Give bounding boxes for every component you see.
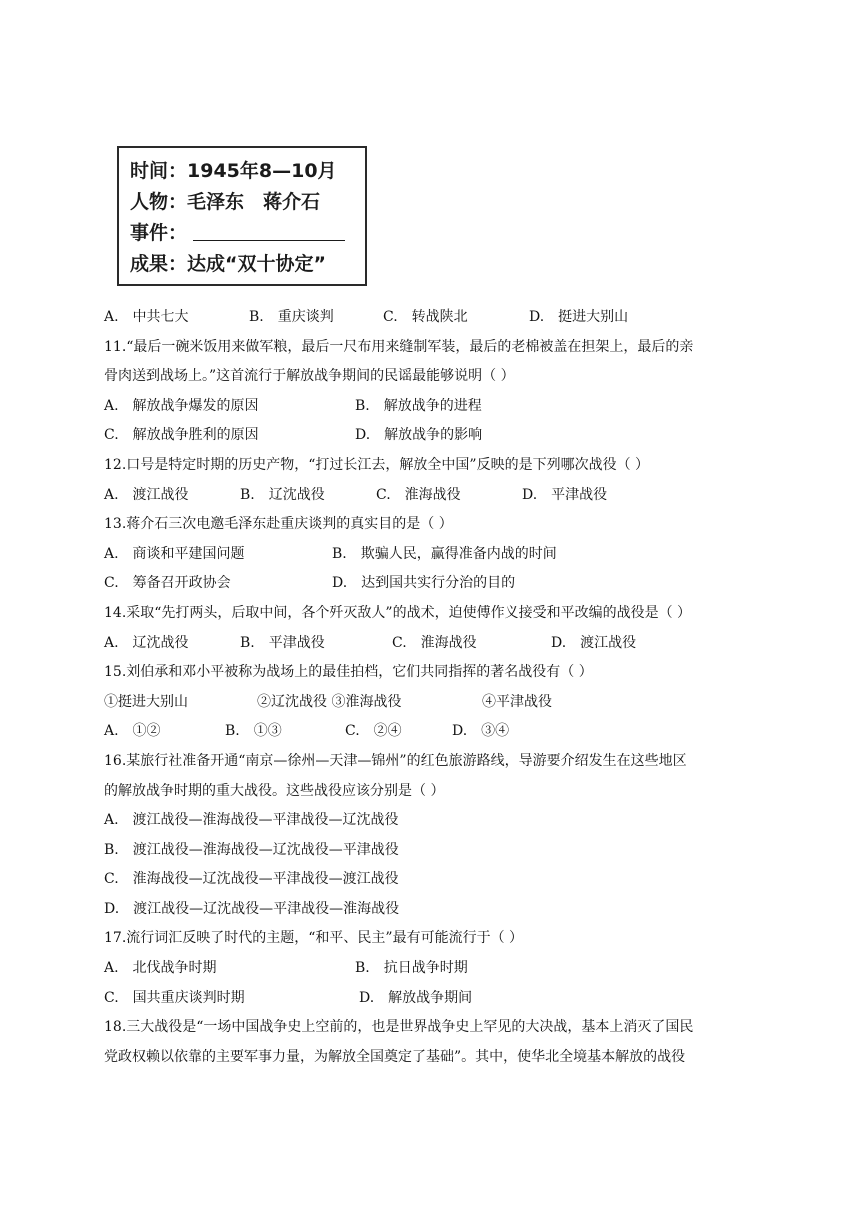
q12-option-a: A. 渡江战役: [104, 486, 189, 503]
q15-option-d: D. ③④: [452, 723, 510, 740]
q16-stem-line2: [104, 777, 764, 807]
q15-stem-text: 15.刘伯承和邓小平被称为战场上的最佳拍档，它们共同指挥的著名战役有（ ）: [104, 664, 593, 681]
q15-items: [104, 688, 764, 718]
q13-option-b: B. 欺骗人民，赢得准备内战的时间: [332, 545, 557, 562]
q12-stem-text: 12.口号是特定时期的历史产物，“打过长江去，解放全中国”反映的是下列哪次战役（ ）: [104, 456, 650, 473]
q17-stem-text: 17.流行词汇反映了时代的主题，“和平、民主”最有可能流行于（ ）: [104, 930, 524, 947]
q10-option-b: B. 重庆谈判: [249, 309, 334, 325]
q11-stem-line1: [104, 333, 764, 363]
q16-stem-text-2: 的解放战争时期的重大战役。这些战役应该分别是（ ）: [104, 782, 445, 799]
q12-option-d: D. 平津战役: [522, 486, 608, 503]
q15-options: [104, 717, 764, 747]
q16-option-d: D. 渡江战役—辽沈战役—平津战役—淮海战役: [104, 900, 400, 917]
q15-item-2-3: ②辽沈战役 ③淮海战役: [257, 693, 402, 710]
q10-option-c: C. 转战陕北: [383, 309, 468, 325]
card-result-value: 达成“双十协定”: [187, 253, 326, 275]
q11-option-c: C. 解放战争胜利的原因: [104, 427, 259, 444]
card-event-blank: [193, 220, 345, 241]
q18-stem-line1: [104, 1013, 764, 1043]
card-people-label: 人物：: [130, 191, 188, 213]
q11-stem-text-2: 骨肉送到战场上。”这首流行于解放战争期间的民谣最能够说明（ ）: [104, 368, 515, 385]
q11-option-a: A. 解放战争爆发的原因: [104, 397, 259, 414]
q10-options: [104, 303, 764, 333]
q12-options: [104, 481, 764, 511]
question-list: [104, 303, 764, 1072]
q16-stem-text-1: 16.某旅行社准备开通“南京—徐州—天津—锦州”的红色旅游路线，导游要介绍发生在这些地区: [104, 752, 687, 769]
q16-option-a-row: [104, 806, 764, 836]
q18-stem-text-1: 18.三大战役是“一场中国战争史上空前的，也是世界战争史上罕见的大决战，基本上消灭了国民: [104, 1019, 694, 1036]
q15-option-a: A. ①②: [104, 723, 161, 740]
q13-options-row2: [104, 569, 764, 599]
card-time-row: [130, 156, 365, 187]
q14-option-b: B. 平津战役: [240, 634, 325, 651]
q10-option-d: D. 挺进大别山: [529, 309, 629, 325]
q13-options-row1: [104, 540, 764, 570]
q12-option-b: B. 辽沈战役: [240, 486, 325, 503]
q13-option-a: A. 商谈和平建国问题: [104, 545, 245, 562]
q11-options-row2: [104, 421, 764, 451]
q14-stem-text: 14.采取“先打两头，后取中间，各个歼灭敌人”的战术，迫使傅作义接受和平改编的战役是（ ）: [104, 604, 692, 621]
card-result-label: 成果：: [130, 253, 188, 275]
card-event-label: 事件：: [130, 222, 188, 244]
q13-option-d: D. 达到国共实行分治的目的: [332, 575, 516, 592]
q15-stem: [104, 658, 764, 688]
q15-item-4: ④平津战役: [482, 693, 552, 710]
q17-option-d: D. 解放战争期间: [359, 989, 473, 1006]
q18-stem-line2: [104, 1043, 764, 1073]
q11-options-row1: [104, 392, 764, 422]
q15-option-b: B. ①③: [225, 723, 282, 740]
q16-option-a: A. 渡江战役—淮海战役—平津战役—辽沈战役: [104, 812, 399, 829]
q10-option-a: A. 中共七大: [104, 309, 189, 325]
q18-stem-text-2: 党政权赖以依靠的主要军事力量，为解放全国奠定了基础”。其中，使华北全境基本解放的战役: [104, 1048, 686, 1065]
q17-option-c: C. 国共重庆谈判时期: [104, 989, 245, 1006]
q16-option-b: B. 渡江战役—淮海战役—辽沈战役—平津战役: [104, 841, 399, 858]
q15-option-c: C. ②④: [345, 723, 402, 740]
q11-option-b: B. 解放战争的进程: [355, 397, 482, 414]
q13-stem-text: 13.蒋介石三次电邀毛泽东赴重庆谈判的真实目的是（ ）: [104, 516, 453, 533]
q14-option-d: D. 渡江战役: [551, 634, 637, 651]
q17-stem: [104, 924, 764, 954]
card-time-value: 1945年8—10月: [187, 160, 337, 182]
q14-stem: [104, 599, 764, 629]
q16-option-c: C. 淮海战役—辽沈战役—平津战役—渡江战役: [104, 871, 399, 888]
q12-option-c: C. 淮海战役: [376, 486, 461, 503]
card-event-row: [130, 218, 365, 249]
q12-stem: [104, 451, 764, 481]
q13-stem: [104, 510, 764, 540]
q15-item-1: ①挺进大别山: [104, 693, 188, 710]
q16-option-c-row: [104, 865, 764, 895]
card-people-row: [130, 187, 365, 218]
q11-option-d: D. 解放战争的影响: [355, 427, 483, 444]
q16-stem-line1: [104, 747, 764, 777]
q17-options-row1: [104, 954, 764, 984]
q17-option-b: B. 抗日战争时期: [355, 960, 468, 977]
q11-stem-line2: [104, 362, 764, 392]
q13-option-c: C. 筹备召开政协会: [104, 575, 231, 592]
card-time-label: 时间：: [130, 160, 188, 182]
q16-option-d-row: [104, 895, 764, 925]
q14-option-a: A. 辽沈战役: [104, 634, 189, 651]
q17-option-a: A. 北伐战争时期: [104, 960, 217, 977]
q11-stem-text-1: 11.“最后一碗米饭用来做军粮，最后一尺布用来缝制军装，最后的老棉被盖在担架上，最后的亲: [104, 338, 694, 355]
card-people-value: 毛泽东 蒋介石: [187, 191, 321, 213]
card-result-row: [130, 249, 365, 280]
q14-options: [104, 629, 764, 659]
event-info-card: [117, 146, 367, 286]
q17-options-row2: [104, 984, 764, 1014]
q16-option-b-row: [104, 836, 764, 866]
q14-option-c: C. 淮海战役: [392, 634, 477, 651]
